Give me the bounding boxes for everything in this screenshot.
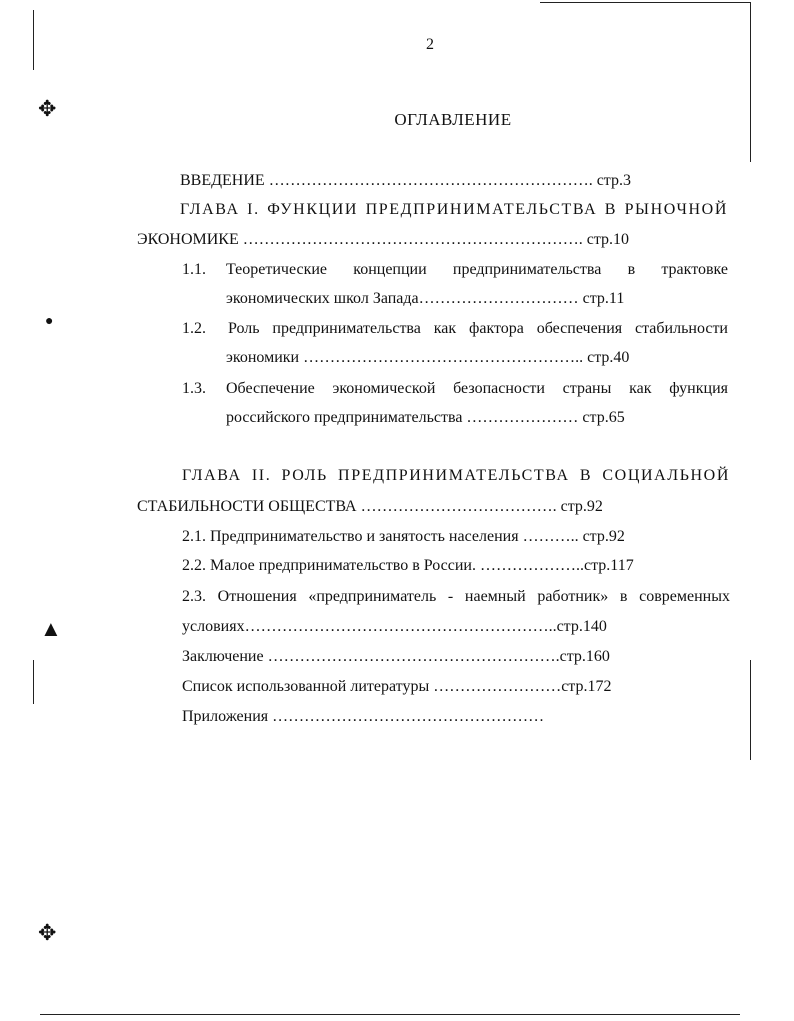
toc-section-1-3-number: 1.3. [182, 380, 206, 397]
binder-mark-icon: ▲ [40, 616, 62, 641]
toc-section-2-1: 2.1. Предпринимательство и занятость населения ……….. стр.92 [182, 528, 625, 545]
scan-edge-right-2 [750, 660, 751, 760]
binder-dot-icon: ● [45, 314, 54, 329]
toc-section-2-3-title: 2.3. Отношения «предприниматель - наемный работник» в современных [182, 588, 730, 605]
scan-edge-top [540, 2, 750, 3]
binder-mark-icon: ✥ [38, 920, 57, 945]
toc-section-2-2: 2.2. Малое предпринимательство в России. ………………..стр.117 [182, 557, 634, 574]
toc-section-1-1-number: 1.1. [182, 261, 206, 278]
toc-section-1-1-title-cont: экономических школ Запада………………………… стр.11 [226, 290, 625, 307]
page-title: ОГЛАВЛЕНИЕ [394, 110, 512, 129]
toc-section-1-3-title-cont: российского предпринимательства ………………… стр.65 [226, 409, 625, 426]
binder-mark-icon: ✥ [38, 96, 57, 121]
toc-section-1-2-title-cont: экономики …………………………………………….. стр.40 [226, 349, 630, 366]
toc-bibliography: Список использованной литературы ……………………стр.172 [182, 678, 612, 695]
toc-section-2-3-title-cont: условиях…………………………………………………..стр.140 [182, 618, 607, 635]
toc-chapter-2-title: ГЛАВА II. РОЛЬ ПРЕДПРИНИМАТЕЛЬСТВА В СОЦИАЛЬНОЙ [182, 467, 730, 484]
toc-chapter-2-title-cont: СТАБИЛЬНОСТИ ОБЩЕСТВА ………………………………. стр.92 [137, 498, 603, 515]
scan-edge-left-2 [33, 660, 34, 704]
toc-conclusion: Заключение ……………………………………………….стр.160 [182, 648, 610, 665]
scan-edge-right [750, 2, 751, 162]
toc-section-1-1-title: Теоретические концепции предпринимательства в трактовке [226, 261, 728, 278]
scan-edge-bottom [40, 1014, 740, 1015]
toc-appendix: Приложения …………………………………………… [182, 708, 545, 725]
toc-chapter-1-title-cont: ЭКОНОМИКЕ ………………………………………………………. стр.10 [137, 231, 630, 248]
page-number: 2 [426, 36, 434, 53]
toc-chapter-1-title: ГЛАВА I. ФУНКЦИИ ПРЕДПРИНИМАТЕЛЬСТВА В РЫНОЧНОЙ [180, 201, 728, 218]
toc-section-1-2-number: 1.2. [182, 320, 206, 337]
toc-section-1-2-title: Роль предпринимательства как фактора обеспечения стабильности [228, 320, 728, 337]
toc-intro: ВВЕДЕНИЕ ……………………………………………………. стр.3 [180, 172, 631, 189]
toc-section-1-3-title: Обеспечение экономической безопасности страны как функция [226, 380, 728, 397]
